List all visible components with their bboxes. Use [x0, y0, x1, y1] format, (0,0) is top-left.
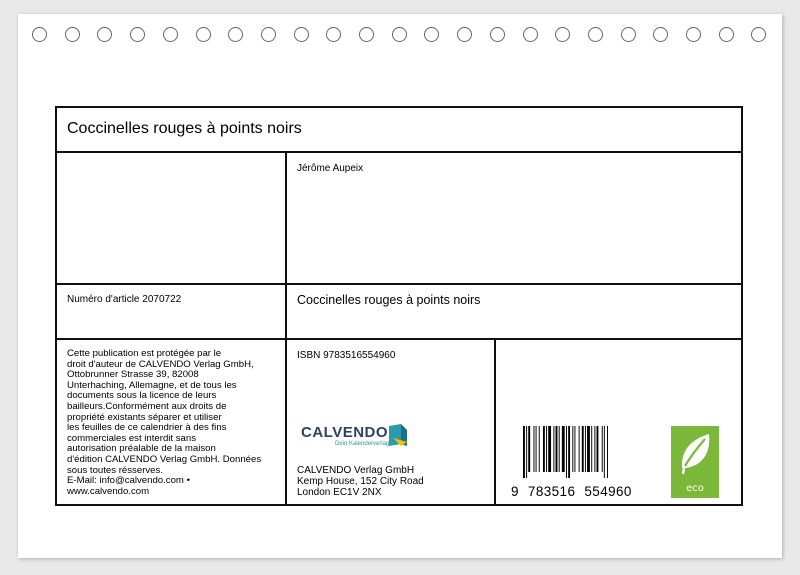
binding-hole	[719, 27, 734, 42]
binding-hole	[32, 27, 47, 42]
logo-wordmark: CALVENDO	[301, 424, 389, 441]
barcode-bar	[536, 426, 537, 472]
binding-hole	[457, 27, 472, 42]
barcode-digit-group: 783516	[527, 484, 576, 499]
publisher-address	[297, 465, 424, 498]
publisher-city: London EC1V 2NX	[297, 487, 382, 498]
barcode-bar	[528, 426, 530, 472]
binding-hole	[686, 27, 701, 42]
author-name: Jérôme Aupeix	[297, 163, 364, 174]
binding-hole	[751, 27, 766, 42]
binding-hole	[228, 27, 243, 42]
binding-hole	[359, 27, 374, 42]
barcode-bar	[591, 426, 592, 472]
barcode-bar	[594, 426, 595, 472]
divider	[57, 151, 741, 153]
binding-holes	[32, 27, 772, 47]
divider	[285, 151, 287, 504]
barcode-bar	[539, 426, 540, 472]
barcode-digits	[511, 484, 641, 499]
barcode-bar	[597, 426, 599, 472]
calendar-subtitle: Coccinelles rouges à points noirs	[297, 293, 481, 307]
leaf-icon	[671, 426, 719, 482]
publisher-street: Kemp House, 152 City Road	[297, 476, 424, 487]
binding-hole	[653, 27, 668, 42]
binding-hole	[97, 27, 112, 42]
barcode-bar	[579, 426, 580, 472]
binding-hole	[196, 27, 211, 42]
barcode-bar	[587, 426, 590, 472]
calendar-logo-icon	[385, 422, 411, 448]
barcode-bar	[526, 426, 527, 478]
info-frame	[55, 106, 743, 506]
binding-hole	[523, 27, 538, 42]
barcode-bar	[523, 426, 525, 478]
divider	[57, 283, 741, 285]
barcode-bar	[559, 426, 560, 472]
publisher-name: CALVENDO Verlag GmbH	[297, 465, 415, 476]
binding-hole	[392, 27, 407, 42]
document-title: Coccinelles rouges à points noirs	[67, 120, 302, 137]
binding-hole	[65, 27, 80, 42]
eco-badge	[671, 426, 719, 498]
isbn-number: ISBN 9783516554960	[297, 350, 396, 361]
binding-hole	[424, 27, 439, 42]
barcode-bar	[553, 426, 554, 472]
binding-hole	[163, 27, 178, 42]
barcode-bar	[572, 426, 573, 472]
barcode-bar	[568, 426, 570, 478]
binding-hole	[490, 27, 505, 42]
binding-hole	[261, 27, 276, 42]
barcode-digit-group: 554960	[584, 484, 632, 499]
calendar-back-page	[18, 14, 782, 558]
binding-hole	[621, 27, 636, 42]
barcode-bar	[602, 426, 603, 472]
eco-label: eco	[686, 483, 704, 494]
barcode-bar	[566, 426, 567, 478]
calvendo-logo	[301, 424, 421, 454]
barcode-bar	[556, 426, 558, 472]
copyright-notice: Cette publication est protégée par le droit d'auteur de CALVENDO Verlag GmbH, Ottobrunner Strasse 39, 82008 Unterhaching, Allemagne, et de tous les documents sous la licence de leurs bailleurs.Conformément aux droits de propriété existants séparer et utiliser les feuilles de ce calendrier à des fins commerciales est interdit sans autorisation préalable de la maison d'édition CALVENDO Verlag GmbH. Données sous toutes résserves. E-Mail: info@calvendo.com • www.calvendo.com	[67, 348, 262, 497]
binding-hole	[326, 27, 341, 42]
barcode-bar	[534, 426, 535, 472]
barcode-bar	[562, 426, 565, 472]
barcode-digit-group: 9	[511, 484, 519, 499]
barcode-bar	[604, 426, 605, 478]
barcode-bar	[585, 426, 586, 472]
barcode-bar	[574, 426, 575, 472]
binding-hole	[130, 27, 145, 42]
binding-hole	[555, 27, 570, 42]
isbn-barcode	[521, 426, 643, 478]
barcode-bar	[546, 426, 547, 472]
article-number: Numéro d'article 2070722	[67, 294, 182, 305]
divider	[57, 338, 741, 340]
logo-tagline: Dein Kalenderverlag	[335, 441, 390, 447]
barcode-bar	[543, 426, 545, 472]
binding-hole	[294, 27, 309, 42]
barcode-bar	[607, 426, 608, 478]
barcode-bar	[582, 426, 584, 472]
barcode-bar	[548, 426, 551, 472]
divider	[494, 338, 496, 504]
binding-hole	[588, 27, 603, 42]
